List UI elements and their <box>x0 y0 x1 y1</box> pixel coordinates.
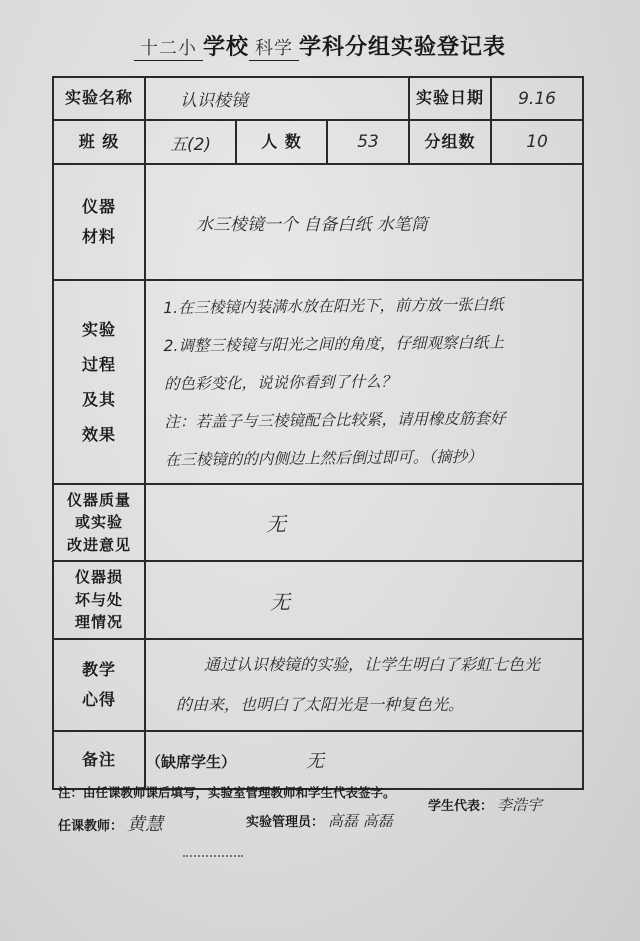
student-name: 李浩宇 <box>497 796 543 814</box>
process-label-line: 过程 <box>81 354 116 374</box>
experience-label <box>53 639 145 731</box>
absent-students-label: （缺席学生） <box>146 753 237 771</box>
student-count-label: 人 数 <box>236 120 327 164</box>
row-class-count <box>53 120 583 164</box>
experience-label-line: 心得 <box>81 690 116 709</box>
process-text <box>145 279 583 486</box>
equipment-label-line: 仪器 <box>81 196 116 216</box>
experiment-name-label: 实验名称 <box>53 77 145 120</box>
student-count-value: 53 <box>327 120 409 164</box>
process-line: 注：若盖子与三棱镜配合比较紧，请用橡皮筋套好 <box>164 409 506 432</box>
manager-label: 实验管理员： <box>246 815 325 830</box>
quality-value: 无 <box>145 484 583 561</box>
process-value <box>145 280 583 484</box>
process-line: 在三棱镜的的内侧边上然后倒过即可。（摘抄） <box>164 447 483 470</box>
process-label-line: 实验 <box>81 319 116 339</box>
process-line: 的色彩变化，说说你看到了什么？ <box>163 372 397 394</box>
process-label <box>53 280 145 484</box>
equipment-value: 水三棱镜一个 自备白纸 水笔筒 <box>145 164 583 280</box>
quality-label <box>53 484 145 561</box>
damage-label <box>53 561 145 639</box>
experience-value <box>145 639 583 731</box>
class-label: 班 级 <box>53 120 145 164</box>
quality-label-line: 或实验 <box>74 513 123 532</box>
process-line: 2.调整三棱镜与阳光之间的角度，仔细观察白纸上 <box>163 333 504 356</box>
process-label-line: 及其 <box>81 390 116 409</box>
process-line: 1.在三棱镜内装满水放在阳光下，前方放一张白纸 <box>163 295 504 318</box>
teacher-signature <box>58 810 163 836</box>
equipment-label-line: 材料 <box>81 227 116 246</box>
experience-line: 的由来，也明白了太阳光是一种复色光。 <box>176 695 465 714</box>
experiment-form <box>52 76 584 790</box>
experience-text <box>146 641 582 729</box>
quality-label-line: 仪器质量 <box>66 490 131 509</box>
equipment-label <box>53 164 145 280</box>
student-signature <box>428 794 542 815</box>
quality-label-line: 改进意见 <box>66 535 131 554</box>
school-name: 十二小 <box>134 34 203 61</box>
pen-smudge <box>183 855 243 863</box>
experiment-date-label: 实验日期 <box>409 77 491 120</box>
signature-row <box>58 796 618 840</box>
experiment-date-value: 9.16 <box>491 77 583 120</box>
experience-label-line: 教学 <box>81 659 116 679</box>
damage-label-line: 仪器损 <box>74 568 123 587</box>
title-suffix: 学科分组实验登记表 <box>299 34 507 60</box>
experience-line-text: 通过认识棱镜的实验，让学生明白了彩虹七色光 <box>204 655 541 674</box>
row-experience <box>53 639 583 731</box>
manager-signature <box>246 810 393 831</box>
row-damage <box>53 561 583 639</box>
remarks-label: 备注 <box>53 731 145 789</box>
teacher-label: 任课教师： <box>58 819 124 834</box>
damage-label-line: 理情况 <box>74 613 123 632</box>
absent-students-value: 无 <box>306 751 325 772</box>
group-count-value: 10 <box>491 120 583 164</box>
class-value: 五(2) <box>145 120 236 164</box>
process-label-line: 效果 <box>81 425 116 445</box>
school-label: 学校 <box>202 34 249 60</box>
row-equipment <box>53 164 583 280</box>
page-title <box>0 30 640 61</box>
experience-line <box>176 645 570 685</box>
row-remarks <box>53 731 583 789</box>
manager-name: 高磊 高磊 <box>328 812 393 830</box>
group-count-label: 分组数 <box>409 120 491 164</box>
row-quality <box>53 484 583 561</box>
damage-value: 无 <box>145 561 583 639</box>
damage-label-line: 坏与处 <box>74 590 123 609</box>
student-label: 学生代表： <box>428 799 494 814</box>
experiment-name-value: 认识棱镜 <box>145 77 409 120</box>
subject-name: 科学 <box>249 34 299 61</box>
teacher-name: 黄慧 <box>127 814 164 835</box>
footer-note: 注：由任课教师课后填写，实验室管理教师和学生代表签字。 <box>58 785 396 800</box>
remarks-value <box>145 731 583 789</box>
row-name-date <box>53 77 583 120</box>
row-process <box>53 280 583 484</box>
